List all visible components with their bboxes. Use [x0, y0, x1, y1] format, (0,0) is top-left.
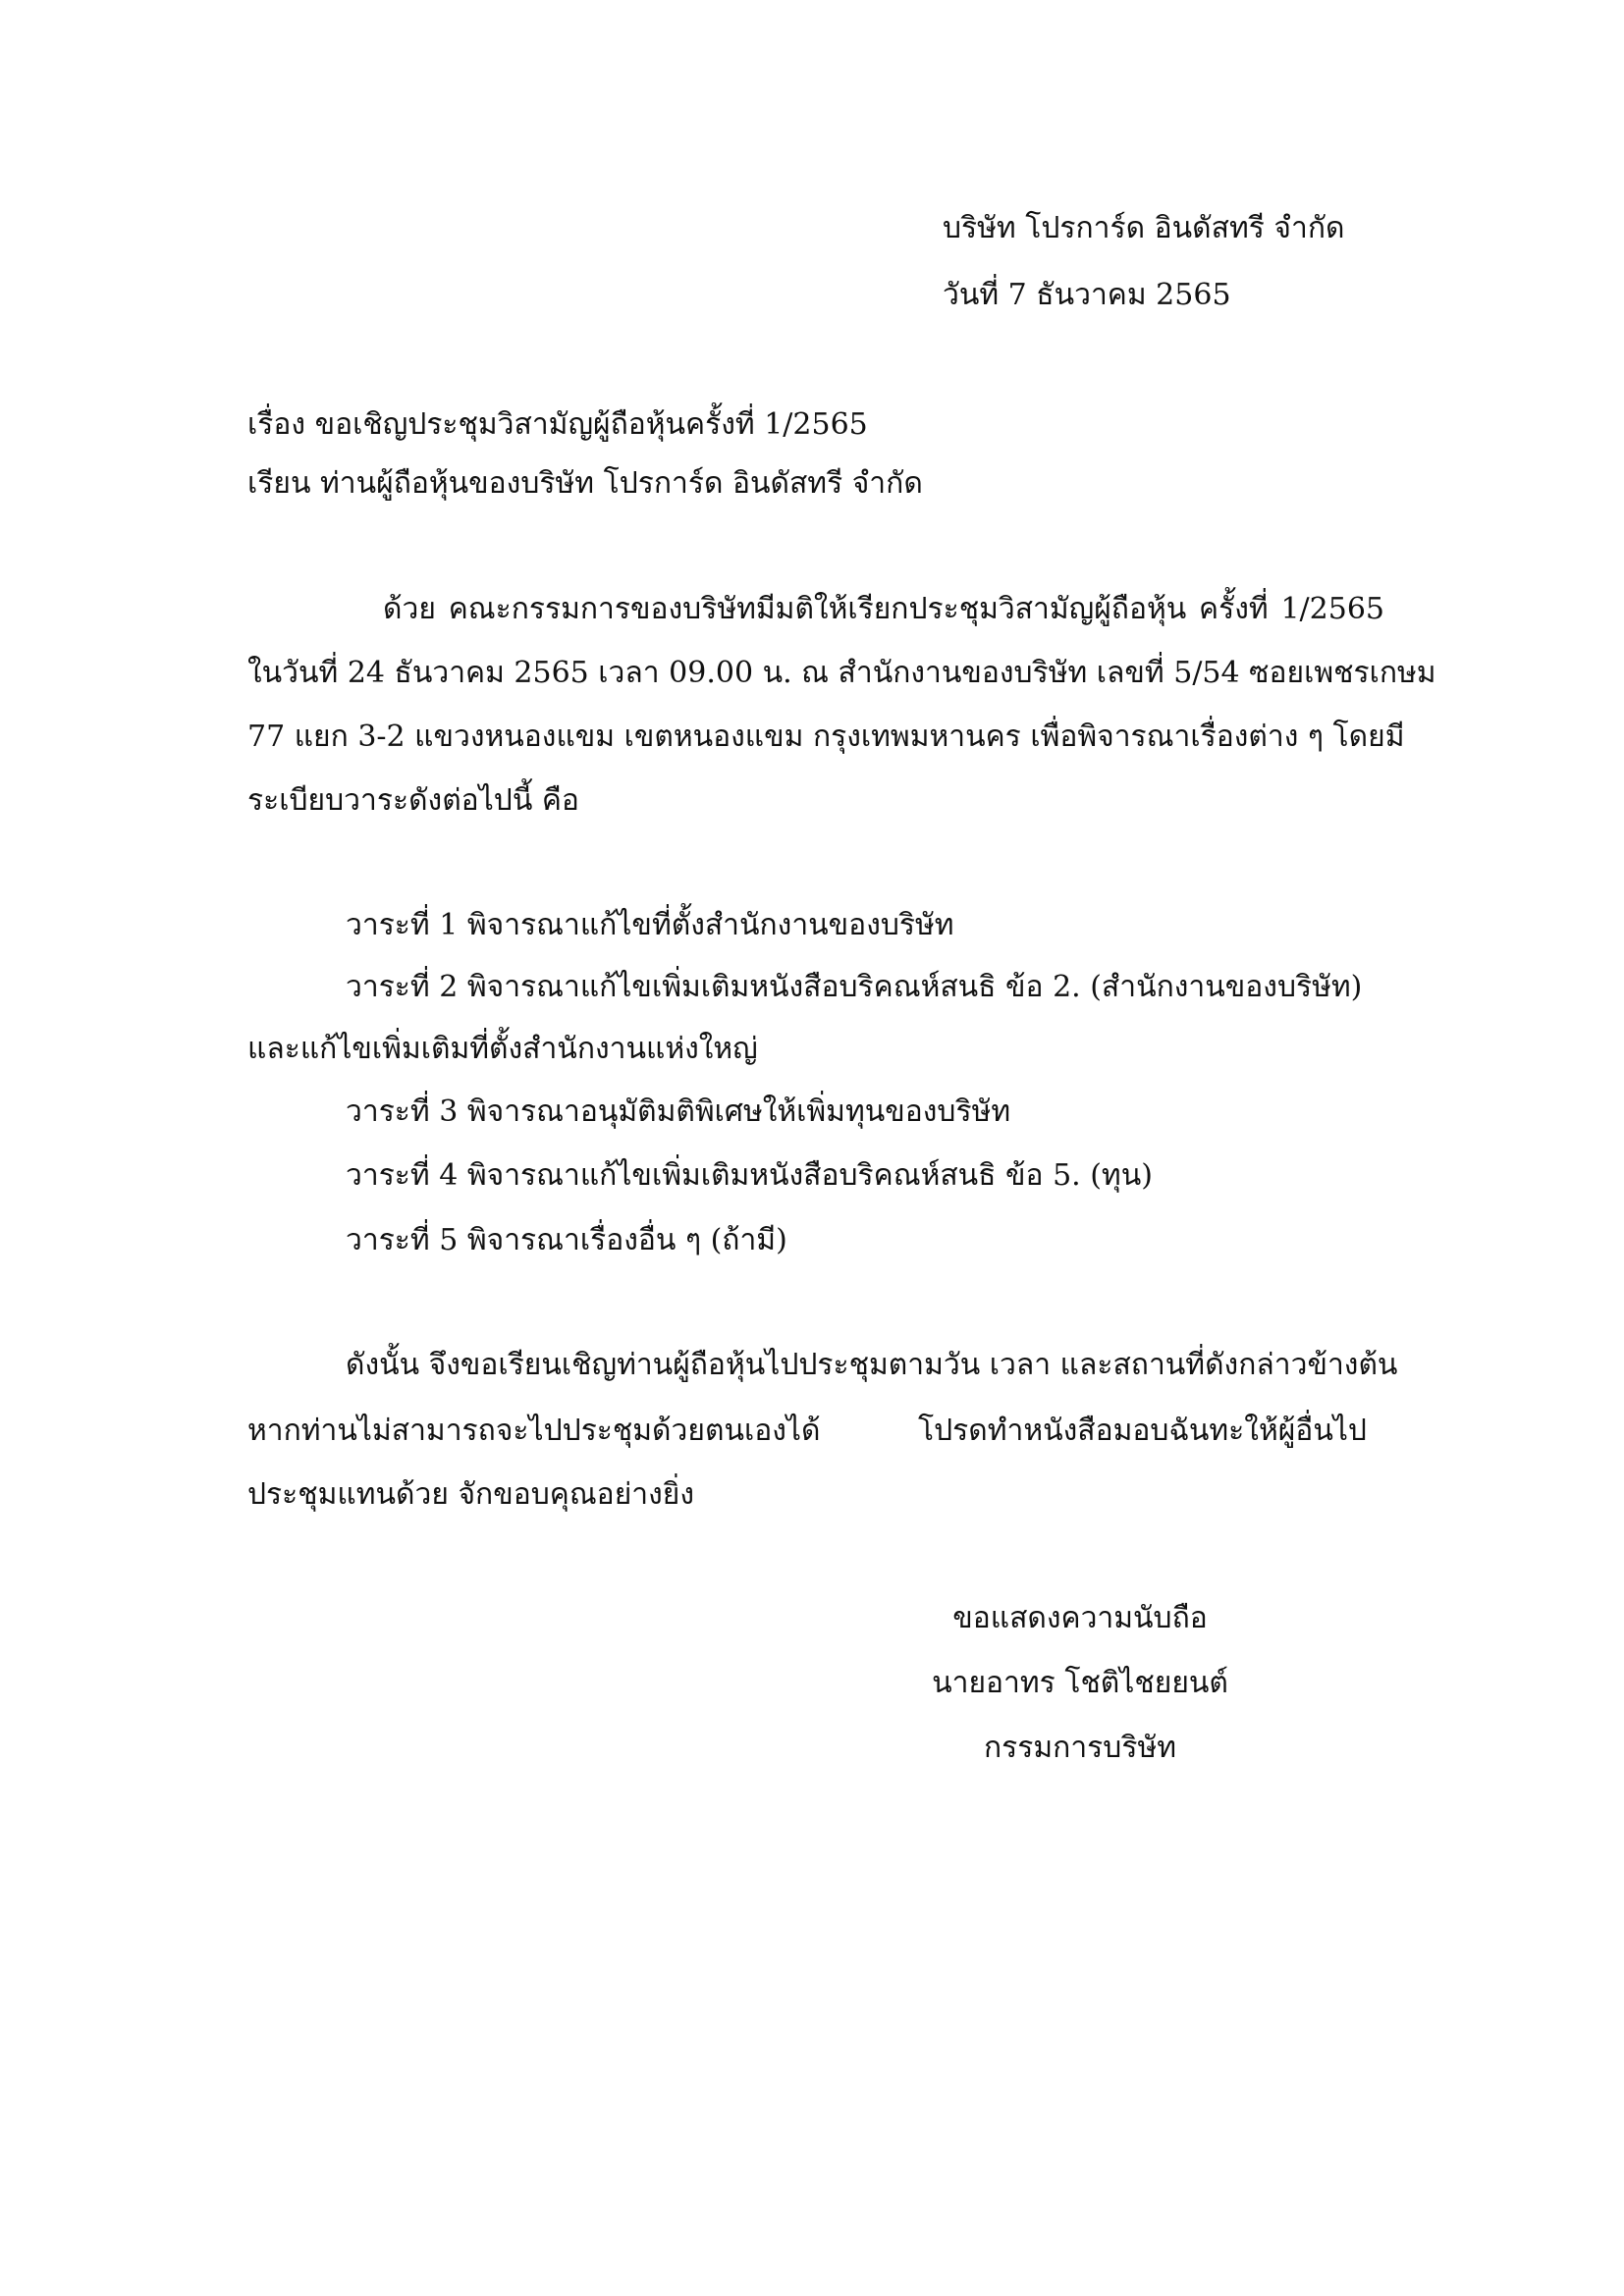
agenda-item-1: วาระที่ 1 พิจารณาแก้ไขที่ตั้งสำนักงานของบริษัท	[346, 908, 954, 942]
intro-line-4: ระเบียบวาระดังต่อไปนี้ คือ	[247, 783, 579, 818]
letter-date: วันที่ 7 ธันวาคม 2565	[943, 278, 1231, 312]
signatory-name: นายอาทร โชติไชยยนต์	[932, 1666, 1228, 1700]
closing-regards: ขอแสดงความนับถือ	[952, 1601, 1208, 1635]
closing-line-1: ดังนั้น จึงขอเรียนเชิญท่านผู้ถือหุ้นไปประชุมตามวัน เวลา และสถานที่ดังกล่าวข้างต้น	[346, 1348, 1398, 1382]
closing-line-2-left: หากท่านไม่สามารถจะไปประชุมด้วยตนเองได้	[247, 1414, 821, 1448]
agenda-item-4: วาระที่ 4 พิจารณาแก้ไขเพิ่มเติมหนังสือบริคณห์สนธิ ข้อ 5. (ทุน)	[346, 1158, 1153, 1193]
closing-line-2-right: โปรดทำหนังสือมอบฉันทะให้ผู้อื่นไป	[918, 1414, 1367, 1448]
intro-line-3: 77 แยก 3-2 แขวงหนองแขม เขตหนองแขม กรุงเทพมหานคร เพื่อพิจารณาเรื่องต่าง ๆ โดยมี	[247, 720, 1405, 754]
company-name: บริษัท โปรการ์ด อินดัสทรี จำกัด	[943, 211, 1345, 245]
intro-line-2: ในวันที่ 24 ธันวาคม 2565 เวลา 09.00 น. ณ สำนักงานของบริษัท เลขที่ 5/54 ซอยเพชรเกษม	[247, 656, 1436, 690]
agenda-item-2-continued: และแก้ไขเพิ่มเติมที่ตั้งสำนักงานแห่งใหญ่	[247, 1032, 758, 1066]
agenda-item-5: วาระที่ 5 พิจารณาเรื่องอื่น ๆ (ถ้ามี)	[346, 1223, 787, 1257]
recipient-line: เรียน ท่านผู้ถือหุ้นของบริษัท โปรการ์ด อินดัสทรี จำกัด	[247, 466, 923, 501]
agenda-item-3: วาระที่ 3 พิจารณาอนุมัติมติพิเศษให้เพิ่มทุนของบริษัท	[346, 1095, 1011, 1129]
signatory-title: กรรมการบริษัท	[984, 1731, 1176, 1765]
subject-line: เรื่อง ขอเชิญประชุมวิสามัญผู้ถือหุ้นครั้งที่ 1/2565	[247, 407, 868, 442]
agenda-item-2: วาระที่ 2 พิจารณาแก้ไขเพิ่มเติมหนังสือบริคณห์สนธิ ข้อ 2. (สำนักงานของบริษัท)	[346, 970, 1363, 1004]
intro-line-1: ด้วย คณะกรรมการของบริษัทมีมติให้เรียกประชุมวิสามัญผู้ถือหุ้น ครั้งที่ 1/2565	[383, 592, 1384, 626]
closing-line-3: ประชุมแทนด้วย จักขอบคุณอย่างยิ่ง	[247, 1477, 694, 1512]
